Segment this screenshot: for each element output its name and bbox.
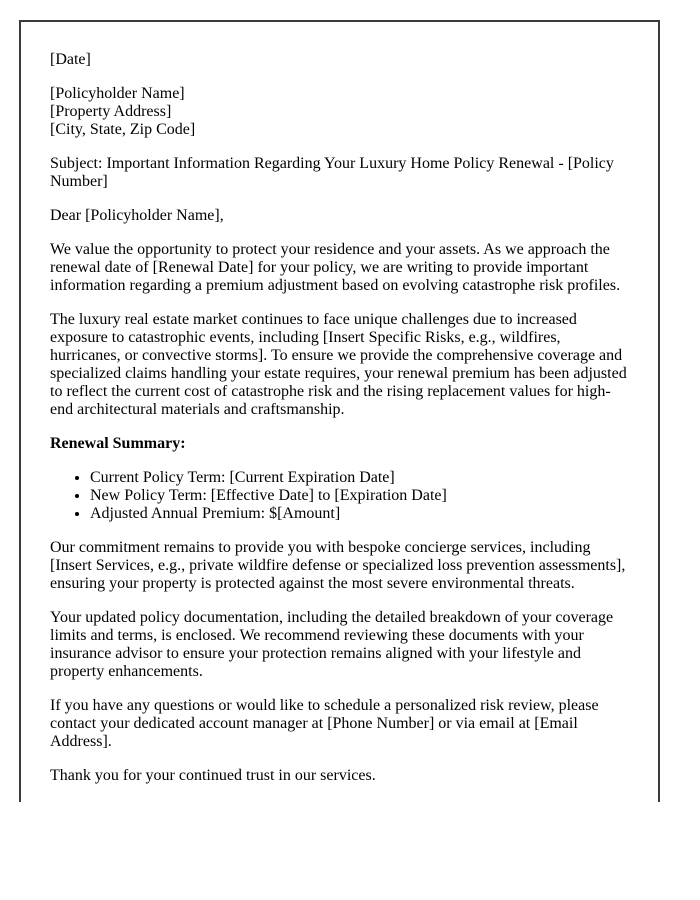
intro-paragraph: We value the opportunity to protect your residence and your assets. As we approach the renewal date of [Renewal Date] for your policy, we are writing to provide important information regarding a premium adjustment based on evolving catastrophe risk profiles. [50,241,621,294]
letter-container [19,20,660,802]
recipient-city-state-zip: [City, State, Zip Code] [50,121,196,138]
recipient-address-block [50,85,629,139]
renewal-summary-item-current-term: • Current Policy Term: [Current Expiration Date] [90,469,629,487]
renewal-summary-item-new-term: • New Policy Term: [Effective Date] to [Expiration Date] [90,487,629,505]
market-paragraph: The luxury real estate market continues to face unique challenges due to increased exposure to catastrophic events, including [Insert Specific Risks, e.g., wildfires, hurricanes, or convective storms]. To ensure we provide the comprehensive coverage and specialized claims handling your estate requires, your renewal premium has been adjusted to reflect the current cost of catastrophe risk and the rising replacement values for high-end architectural materials and craftsmanship. [50,311,627,418]
date-line: [Date] [50,51,91,68]
contact-paragraph: If you have any questions or would like to schedule a personalized risk review, please contact your dedicated account manager at [Phone Number] or via email at [Email Address]. [50,697,599,750]
salutation: Dear [Policyholder Name], [50,207,224,224]
subject-line: Subject: Important Information Regarding Your Luxury Home Policy Renewal - [Policy Number] [50,155,614,190]
renewal-summary-list [50,469,629,523]
recipient-street: [Property Address] [50,103,172,120]
documentation-paragraph: Your updated policy documentation, including the detailed breakdown of your coverage limits and terms, is enclosed. We recommend reviewing these documents with your insurance advisor to ensure your protection remains aligned with your lifestyle and property enhancements. [50,609,614,680]
commitment-paragraph: Our commitment remains to provide you with bespoke concierge services, including [Insert Services, e.g., private wildfire defense or specialized loss prevention assessments], ensuring your property is protected against the most severe environmental threats. [50,539,626,592]
renewal-summary-heading: Renewal Summary: [50,435,186,452]
recipient-name: [Policyholder Name] [50,85,185,102]
renewal-summary-item-premium: • Adjusted Annual Premium: $[Amount] [90,505,629,523]
closing-paragraph: Thank you for your continued trust in our services. [50,767,376,784]
